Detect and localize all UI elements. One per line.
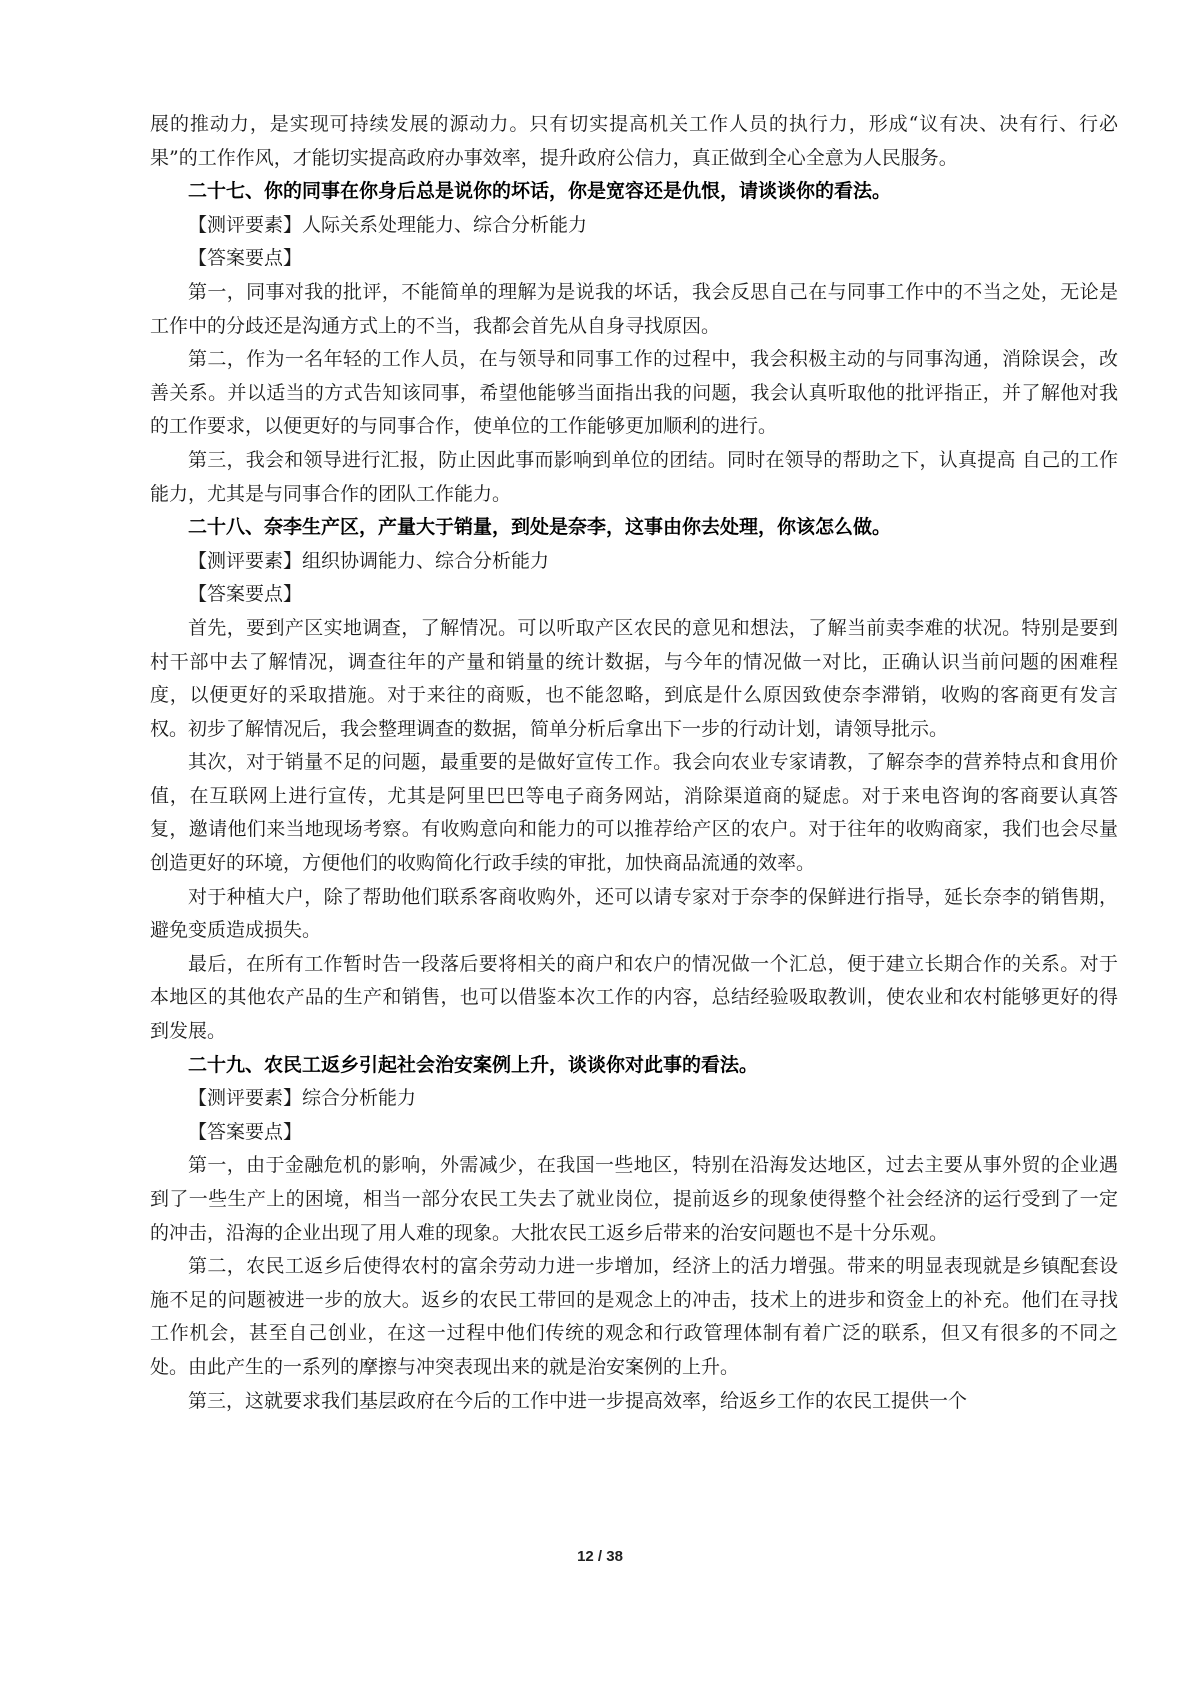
- answer-29-point-3: 第三，这就要求我们基层政府在今后的工作中进一步提高效率，给返乡工作的农民工提供一个: [188, 1389, 968, 1412]
- paragraph-continued: 展的推动力，是实现可持续发展的源动力。只有切实提高机关工作人员的执行力，形成“议有决、决有行、行必果”的工作作风，才能切实提高政府办事效率，提升政府公信力，真正做到全心全意为人民服务。: [150, 113, 1118, 169]
- answer-29-point-2: 第二，农民工返乡后使得农村的富余劳动力进一步增加，经济上的活力增强。带来的明显表现就是乡镇配套设施不足的问题被进一步的放大。返乡的农民工带回的是观念上的冲击，技术上的进步和资金上的补充。他们在寻找工作机会，甚至自己创业，在这一过程中他们传统的观念和行政管理体制有着广泛的联系，但又有很多的不同之处。由此产生的一系列的摩擦与冲突表现出来的就是治安案例的上升。: [150, 1255, 1118, 1378]
- evaluation-elements-27: 【测评要素】人际关系处理能力、综合分析能力: [188, 213, 588, 236]
- evaluation-elements-29: 【测评要素】综合分析能力: [188, 1087, 417, 1110]
- answer-27-point-2: 第二，作为一名年轻的工作人员，在与领导和同事工作的过程中，我会积极主动的与同事沟通，消除误会，改善关系。并以适当的方式告知该同事，希望他能够当面指出我的问题，我会认真听取他的批评指正，并了解他对我的工作要求，以便更好的与同事合作，使单位的工作能够更加顺利的进行。: [150, 348, 1118, 438]
- evaluation-elements-28: 【测评要素】组织协调能力、综合分析能力: [188, 549, 550, 572]
- question-28-heading: 二十八、奈李生产区，产量大于销量，到处是奈李，这事由你去处理，你该怎么做。: [188, 516, 892, 539]
- answer-27-point-1: 第一，同事对我的批评，不能简单的理解为是说我的坏话，我会反思自己在与同事工作中的不当之处，无论是工作中的分歧还是沟通方式上的不当，我都会首先从自身寻找原因。: [150, 280, 1118, 337]
- answer-28-point-2: 其次，对于销量不足的问题，最重要的是做好宣传工作。我会向农业专家请教，了解奈李的营养特点和食用价值，在互联网上进行宣传，尤其是阿里巴巴等电子商务网站，消除渠道商的疑虑。对于来电咨询的客商要认真答复，邀请他们来当地现场考察。有收购意向和能力的可以推荐给产区的农户。对于往年的收购商家，我们也会尽量创造更好的环境，方便他们的收购简化行政手续的审批，加快商品流通的效率。: [150, 751, 1118, 875]
- answer-27-point-3: 第三，我会和领导进行汇报，防止因此事而影响到单位的团结。同时在领导的帮助之下，认真提高 自己的工作能力，尤其是与同事合作的团队工作能力。: [150, 448, 1118, 505]
- answer-28-point-4: 最后，在所有工作暂时告一段落后要将相关的商户和农户的情况做一个汇总，便于建立长期合作的关系。对于本地区的其他农产品的生产和销售，也可以借鉴本次工作的内容，总结经验吸取教训，使农业和农村能够更好的得到发展。: [150, 952, 1118, 1043]
- answer-28-point-1: 首先，要到产区实地调查，了解情况。可以听取产区农民的意见和想法，了解当前卖李难的状况。特别是要到村干部中去了解情况，调查往年的产量和销量的统计数据，与今年的情况做一对比，正确认识当前问题的困难程度，以便更好的采取措施。对于来往的商贩，也不能忽略，到底是什么原因致使奈李滞销，收购的客商更有发言权。初步了解情况后，我会整理调查的数据，简单分析后拿出下一步的行动计划，请领导批示。: [150, 616, 1118, 740]
- answer-points-label-29: 【答案要点】: [188, 1120, 303, 1143]
- page-number: 12 / 38: [577, 1548, 623, 1565]
- answer-points-label-27: 【答案要点】: [188, 247, 303, 270]
- answer-28-point-3: 对于种植大户，除了帮助他们联系客商收购外，还可以请专家对于奈李的保鲜进行指导，延长奈李的销售期，避免变质造成损失。: [150, 885, 1118, 942]
- question-27-heading: 二十七、你的同事在你身后总是说你的坏话，你是宽容还是仇恨，请谈谈你的看法。: [188, 180, 892, 203]
- document-body: [150, 108, 1118, 1418]
- answer-points-label-28: 【答案要点】: [188, 583, 303, 606]
- answer-29-point-1: 第一，由于金融危机的影响，外需减少，在我国一些地区，特别在沿海发达地区，过去主要从事外贸的企业遇到了一些生产上的困境，相当一部分农民工失去了就业岗位，提前返乡的现象使得整个社会经济的运行受到了一定的冲击，沿海的企业出现了用人难的现象。大批农民工返乡后带来的治安问题也不是十分乐观。: [150, 1154, 1118, 1244]
- question-29-heading: 二十九、农民工返乡引起社会治安案例上升，谈谈你对此事的看法。: [188, 1053, 759, 1076]
